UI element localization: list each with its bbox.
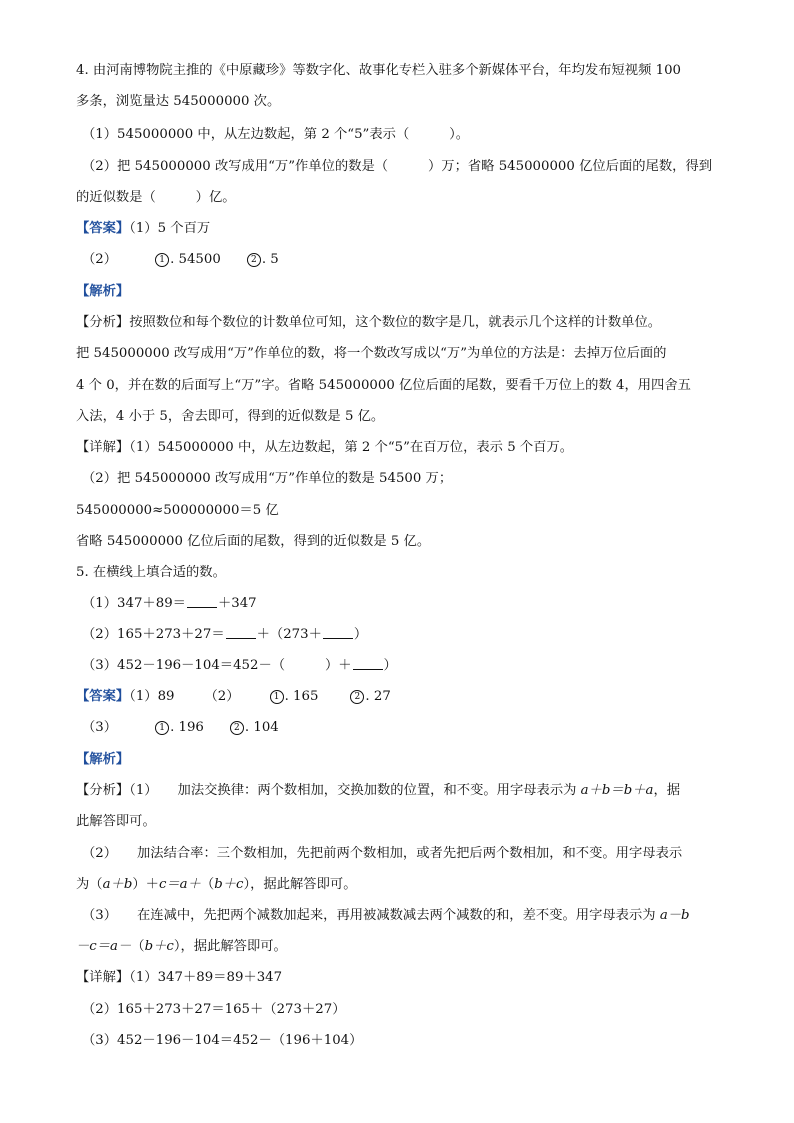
q5-sub1 xyxy=(82,595,722,613)
q5-answer3-prefix: （3） xyxy=(82,720,118,735)
q5-answer3-value1: . 196 xyxy=(170,720,204,735)
analysis-tag: 【解析】 xyxy=(76,284,130,299)
q5-analysis-tag xyxy=(76,751,716,769)
answer-blank[interactable] xyxy=(353,657,383,670)
q5-fenxi2-end: ），据此解答即可。 xyxy=(243,877,357,892)
fenxi-tag: 【分析】 xyxy=(76,783,130,798)
q4-stem-line1: 4. 由河南博物院主推的《中原藏珍》等数字化、故事化专栏入驻多个新媒体平台，年均发布短视频 100 xyxy=(76,63,681,78)
q4-answer2 xyxy=(82,251,722,269)
q5-sub3-left: （3）452－196－104＝452－（ ）＋ xyxy=(82,658,352,673)
q4-answer xyxy=(76,220,716,238)
q4-answer2-value2: . 5 xyxy=(261,252,279,267)
q4-fenxi-line2: 把 545000000 改写成用“万”作单位的数，将一个数改写成以“万”为单位的方法是：去掉万位后面的 xyxy=(76,346,667,361)
q5-title: 5. 在横线上填合适的数。 xyxy=(76,565,226,580)
q5-fenxi3-bc: b＋c xyxy=(144,939,174,954)
q4-sub2-line1: （2）把 545000000 改写成用“万”作单位的数是（ ）万；省略 545000000 亿位后面的尾数，得到 xyxy=(82,159,713,174)
q4-answer1: （1）5 个百万 xyxy=(129,221,211,236)
q5-answer-line2 xyxy=(82,719,722,737)
q5-fenxi3-end: ），据此解答即可。 xyxy=(173,939,287,954)
q5-fenxi3-text: （3） 在连减中，先把两个减数加起来，再用被减数减去两个减数的和，差不变。用字母表示为 xyxy=(82,908,660,923)
q4-analysis-tag xyxy=(76,283,716,301)
q5-fenxi-line1 xyxy=(76,782,716,800)
answer-blank[interactable] xyxy=(226,626,256,639)
q4-xiangjie-text1: （1）545000000 中，从左边数起，第 2 个“5”在百万位，表示 5 个百万。 xyxy=(129,440,574,455)
answer-blank[interactable] xyxy=(323,626,353,639)
q5-fenxi2-c: c＝a＋ xyxy=(158,877,201,892)
q5-answer3-value2: . 104 xyxy=(244,720,279,735)
q5-sub3-right: ） xyxy=(383,658,397,673)
q5-sub2-mid: ＋（273＋ xyxy=(256,627,322,642)
q5-fenxi3-expr2: －c＝a－ xyxy=(76,939,132,954)
q4-sub2-line2: 的近似数是（ ）亿。 xyxy=(76,190,236,205)
q5-fenxi-line6 xyxy=(76,938,716,956)
q5-fenxi2-paren: （ xyxy=(200,877,215,892)
q4-sub1: （1）545000000 中，从左边数起，第 2 个“5”表示（ ）。 xyxy=(82,127,470,142)
q4-stem-line2: 多条，浏览量达 545000000 次。 xyxy=(76,94,281,109)
q4-fenxi-line1 xyxy=(76,314,716,332)
q4-xiangjie-line3: 545000000≈500000000＝5 亿 xyxy=(76,503,279,518)
q4-answer2-prefix: （2） xyxy=(82,252,118,267)
q5-fenxi1-formula: a＋b＝b＋a xyxy=(580,783,654,798)
q5-fenxi-line3: （2） 加法结合率：三个数相加，先把前两个数相加，或者先把后两个数相加，和不变。用字母表示 xyxy=(82,846,683,861)
q5-answer2-value1: . 165 xyxy=(284,689,319,704)
q5-xiangjie-line2: （2）165＋273＋27＝165＋（273＋27） xyxy=(82,1002,346,1017)
q5-answer2-prefix: （2） xyxy=(204,689,240,704)
circled-number-icon: 2 xyxy=(230,721,244,735)
answer-blank[interactable] xyxy=(187,595,217,608)
fenxi-tag: 【分析】 xyxy=(76,315,130,330)
circled-number-icon: 2 xyxy=(247,253,261,267)
q4-xiangjie-line1 xyxy=(76,439,716,457)
xiangjie-tag: 【详解】 xyxy=(76,440,130,455)
q5-fenxi-line5 xyxy=(82,907,722,925)
q5-fenxi-line2: 此解答即可。 xyxy=(76,814,156,829)
q5-fenxi1-text: （1） 加法交换律：两个数相加，交换加数的位置，和不变。用字母表示为 xyxy=(129,783,581,798)
q5-sub2-left: （2）165＋273＋27＝ xyxy=(82,627,225,642)
analysis-tag: 【解析】 xyxy=(76,752,130,767)
q5-fenxi-line4 xyxy=(76,876,716,894)
q5-xiangjie-text1: （1）347＋89＝89＋347 xyxy=(129,970,283,985)
q5-fenxi2-expr: a＋b xyxy=(102,877,133,892)
xiangjie-tag: 【详解】 xyxy=(76,970,130,985)
answer-tag: 【答案】 xyxy=(76,221,130,236)
q5-fenxi1-tail: ，据 xyxy=(653,783,681,798)
q4-answer2-value1: . 54500 xyxy=(170,252,221,267)
q5-sub1-right: ＋347 xyxy=(217,596,257,611)
q5-fenxi2-bc: b＋c xyxy=(214,877,244,892)
q5-fenxi2-pre: 为（ xyxy=(76,877,103,892)
q5-answer1: （1）89 xyxy=(129,689,175,704)
circled-number-icon: 1 xyxy=(270,690,284,704)
circled-number-icon: 2 xyxy=(350,690,364,704)
q5-fenxi2-mid: ）＋ xyxy=(132,877,159,892)
q5-sub2 xyxy=(82,626,722,644)
q4-fenxi-line4: 入法，4 小于 5，舍去即可，得到的近似数是 5 亿。 xyxy=(76,409,385,424)
q4-xiangjie-line2: （2）把 545000000 改写成用“万”作单位的数是 54500 万； xyxy=(82,471,453,486)
q5-answer-line1 xyxy=(76,688,716,706)
answer-tag: 【答案】 xyxy=(76,689,130,704)
circled-number-icon: 1 xyxy=(155,721,169,735)
q5-sub1-left: （1）347＋89＝ xyxy=(82,596,186,611)
circled-number-icon: 1 xyxy=(155,253,169,267)
q5-sub2-right: ） xyxy=(353,627,368,642)
q4-fenxi-line3: 4 个 0，并在数的后面写上“万”字。省略 545000000 亿位后面的尾数，要看千万位上的数 4，用四舍五 xyxy=(76,378,691,393)
q4-xiangjie-line4: 省略 545000000 亿位后面的尾数，得到的近似数是 5 亿。 xyxy=(76,534,431,549)
q5-fenxi3-expr: a－b xyxy=(659,908,690,923)
q5-xiangjie-line3: （3）452－196－104＝452－（196＋104） xyxy=(82,1033,363,1048)
q4-fenxi-text1: 按照数位和每个数位的计数单位可知，这个数位的数字是几，就表示几个这样的计数单位。 xyxy=(129,315,662,330)
q5-xiangjie-line1 xyxy=(76,969,716,987)
q5-fenxi3-paren: （ xyxy=(131,939,145,954)
q5-answer2-value2: . 27 xyxy=(365,689,391,704)
q5-sub3 xyxy=(82,657,722,675)
